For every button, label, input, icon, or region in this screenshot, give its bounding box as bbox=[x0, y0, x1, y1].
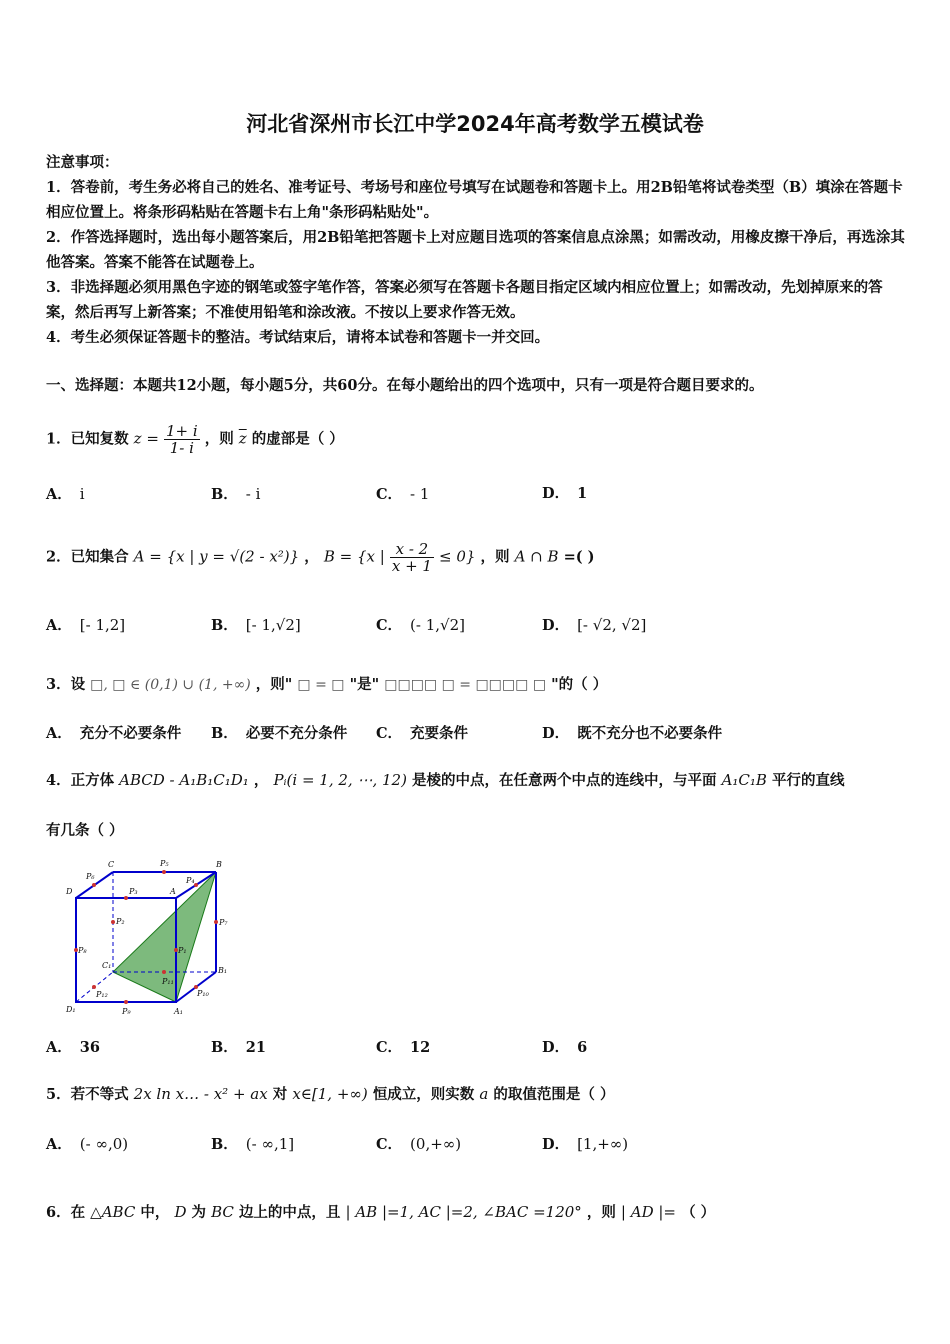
figure-label: P₈ bbox=[78, 946, 87, 955]
q1-option-c[interactable]: C． - 1 bbox=[376, 485, 430, 503]
figure-label: P₆ bbox=[86, 872, 95, 881]
q4-option-c[interactable]: C． 12 bbox=[376, 1039, 431, 1056]
q1-option-a[interactable]: A． i bbox=[46, 485, 85, 503]
figure-label: P₇ bbox=[219, 918, 228, 927]
notice-item-1: 1．答卷前，考生务必将自己的姓名、准考证号、考场号和座位号填写在试题卷和答题卡上。用2B铅笔将试卷类型（B）填涂在答题卡相应位置上。将条形码粘贴在答题卡右上角"条形码粘贴处"。 bbox=[46, 179, 903, 221]
figure-label: P₅ bbox=[160, 859, 169, 868]
section-heading: 一、选择题：本题共12小题，每小题5分，共60分。在每小题给出的四个选项中，只有一项是符合题目要求的。 bbox=[46, 377, 764, 394]
figure-label: P₂ bbox=[116, 917, 125, 926]
figure-label: P₉ bbox=[122, 1007, 131, 1016]
figure-label: P₃ bbox=[129, 887, 138, 896]
q3-option-c[interactable]: C． 充要条件 bbox=[376, 725, 469, 742]
question-1: 1．已知复数 z = $\frac{1+ i}{1- i}$ ，则 $\overline{z}$ 的虚部是（ ） bbox=[46, 422, 344, 457]
q5-option-a[interactable]: A． (- ∞,0) bbox=[46, 1135, 129, 1153]
q2-option-c[interactable]: C． (- 1,√2] bbox=[376, 616, 466, 634]
q4-option-b[interactable]: B． 21 bbox=[211, 1039, 266, 1056]
question-4: 4．正方体 ABCD - A₁B₁C₁D₁ ， Pᵢ(i = 1, 2, ⋯, 12) 是棱的中点，在任意两个中点的连线中，与平面 A₁C₁B 平行的直线 bbox=[46, 771, 845, 789]
figure-label: D₁ bbox=[66, 1005, 76, 1014]
q2-option-a[interactable]: A． [- 1,2] bbox=[46, 616, 126, 634]
q4-option-a[interactable]: A． 36 bbox=[46, 1039, 100, 1056]
q3-option-b[interactable]: B． 必要不充分条件 bbox=[211, 725, 348, 742]
q2-option-d[interactable]: D． [- √2, √2] bbox=[542, 616, 647, 634]
q1-option-b[interactable]: B． - i bbox=[211, 485, 261, 503]
figure-label: P₁₁ bbox=[162, 977, 174, 986]
q2-option-b[interactable]: B． [- 1,√2] bbox=[211, 616, 301, 634]
figure-label: P₁₀ bbox=[197, 989, 209, 998]
figure-label: D bbox=[66, 887, 73, 896]
question-2: 2．已知集合 A = {x | y = √(2 - x²)} ， B = {x | $\frac{x - 2}{x + 1}$ ≤ 0} ，则 A ∩ B =( ) bbox=[46, 540, 595, 575]
figure-label: B bbox=[216, 860, 222, 869]
figure-label: P₁ bbox=[178, 946, 187, 955]
q5-option-b[interactable]: B． (- ∞,1] bbox=[211, 1135, 295, 1153]
question-5: 5．若不等式 2x ln x… - x² + ax 对 x∈[1, +∞) 恒成立，则实数 a 的取值范围是（ ） bbox=[46, 1085, 615, 1103]
q4-option-d[interactable]: D． 6 bbox=[542, 1039, 588, 1056]
q3-option-a[interactable]: A． 充分不必要条件 bbox=[46, 725, 182, 742]
notice-item-3: 3．非选择题必须用黑色字迹的钢笔或签字笔作答，答案必须写在答题卡各题目指定区域内相应位置上；如需改动，先划掉原来的答案，然后再写上新答案；不准使用铅笔和涂改液。不按以上要求作答无效。 bbox=[46, 279, 883, 321]
q5-option-d[interactable]: D． [1,+∞) bbox=[542, 1135, 629, 1153]
figure-label: A bbox=[170, 887, 176, 896]
notice-item-2: 2．作答选择题时，选出每小题答案后，用2B铅笔把答题卡上对应题目选项的答案信息点涂黑；如需改动，用橡皮擦干净后，再选涂其他答案。答案不能答在试题卷上。 bbox=[46, 229, 905, 271]
figure-label: C bbox=[108, 860, 115, 869]
question-3: 3．设 □, □ ∈ (0,1) ∪ (1, +∞) ，则" □ = □ "是" □□□□ □ = □□□□ □ "的（ ） bbox=[46, 676, 608, 693]
q1-fraction: $\frac{1+ i}{1- i}$ bbox=[165, 422, 198, 457]
q2-fraction: $\frac{x - 2}{x + 1}$ bbox=[391, 540, 432, 575]
question-4-line2: 有几条（ ） bbox=[46, 822, 124, 839]
figure-label: B₁ bbox=[218, 966, 228, 975]
notice-item-4: 4．考生必须保证答题卡的整洁。考试结束后，请将本试卷和答题卡一并交回。 bbox=[46, 329, 550, 346]
q5-option-c[interactable]: C． (0,+∞) bbox=[376, 1135, 462, 1153]
q3-option-d[interactable]: D． 既不充分也不必要条件 bbox=[542, 725, 723, 742]
figure-label: A₁ bbox=[174, 1007, 183, 1016]
figure-label: P₁₂ bbox=[96, 990, 108, 999]
figure-label: C₁ bbox=[102, 961, 112, 970]
q1-option-d[interactable]: D． 1 bbox=[542, 485, 588, 502]
question-6: 6．在 △ABC 中， D 为 BC 边上的中点，且 | AB |=1, AC |=2, ∠BAC =120° ，则 | AD |= （ ） bbox=[46, 1203, 716, 1221]
cube-figure bbox=[58, 856, 238, 1018]
figure-label: P₄ bbox=[186, 876, 195, 885]
notice-heading: 注意事项： bbox=[46, 154, 119, 171]
page-title: 河北省深州市长江中学2024年高考数学五模试卷 bbox=[246, 112, 704, 136]
